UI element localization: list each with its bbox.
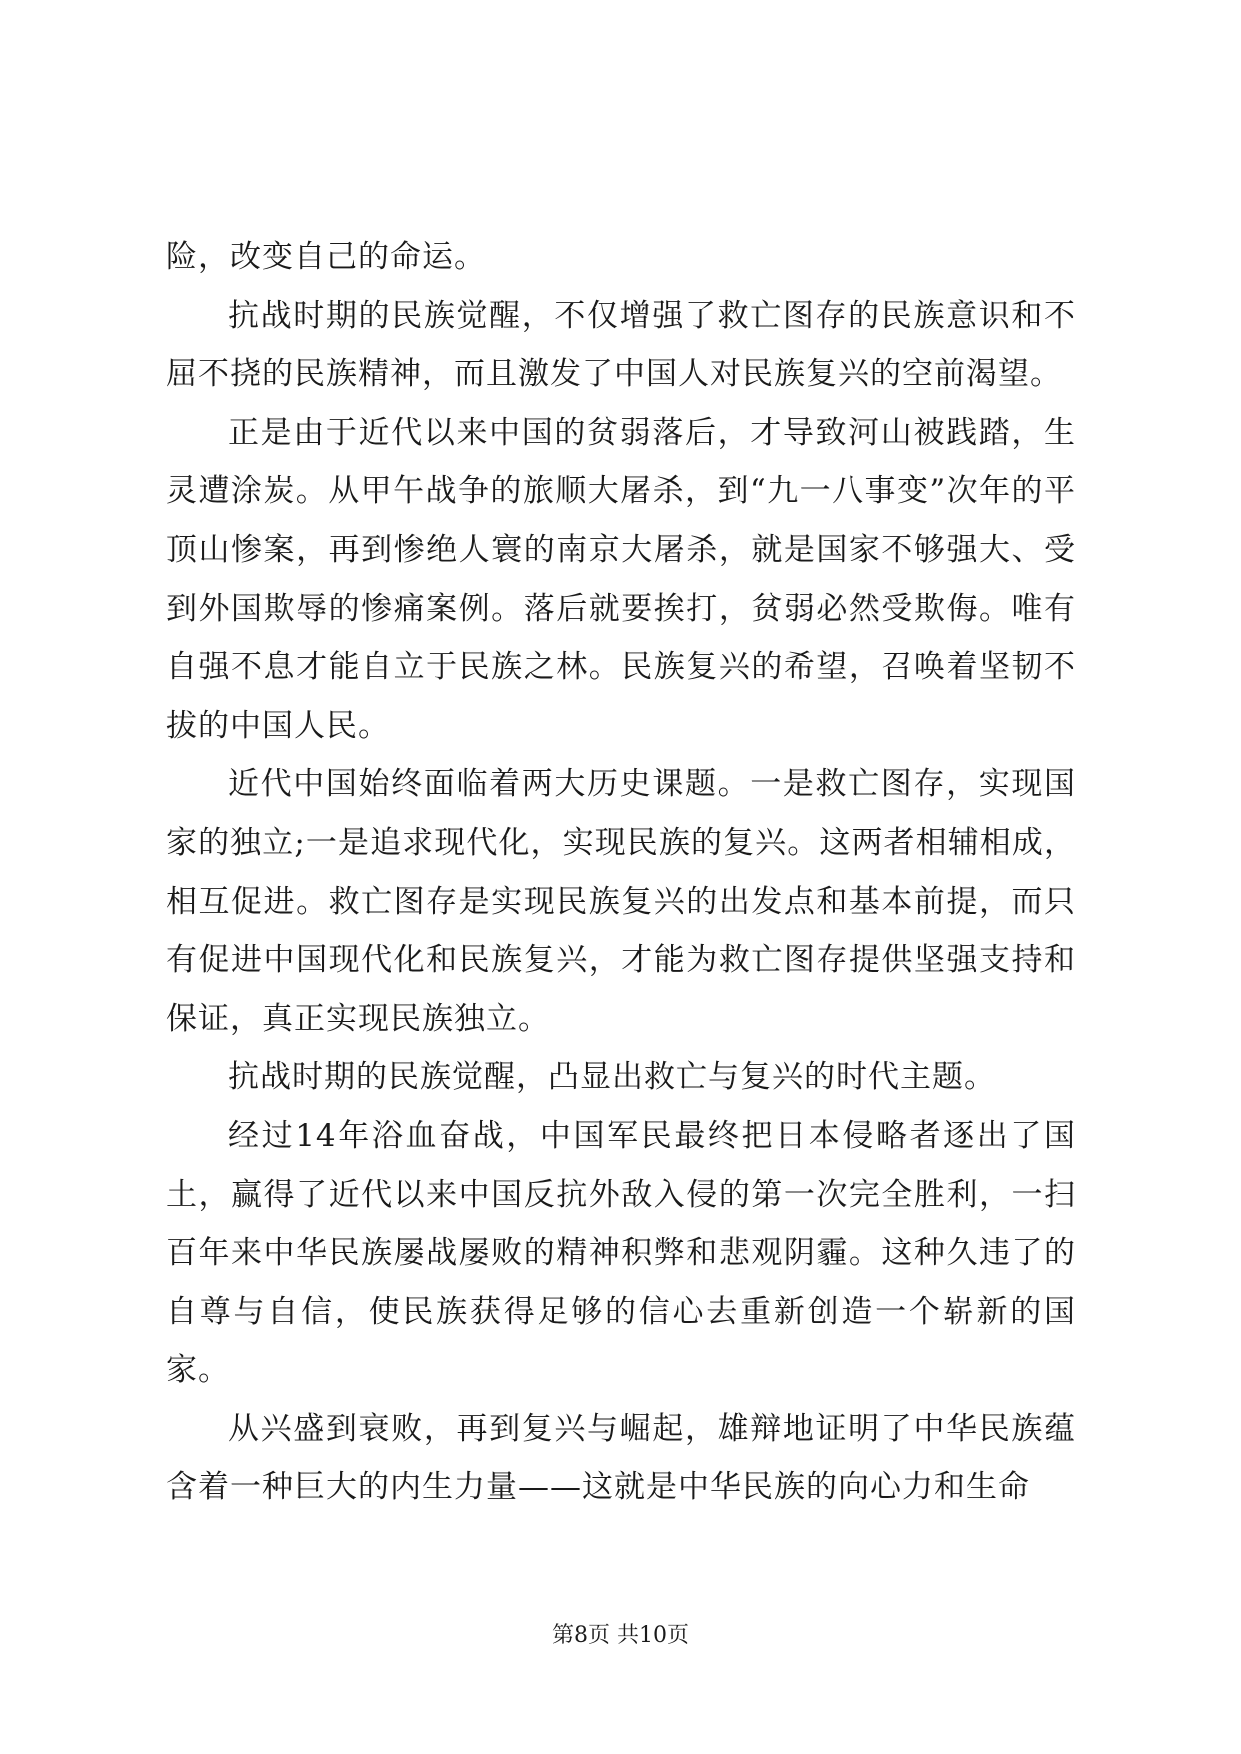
paragraph-6: 经过14年浴血奋战，中国军民最终把日本侵略者逐出了国土，赢得了近代以来中国反抗外敌入侵的第一次完全胜利，一扫百年来中华民族屡战屡败的精神积弊和悲观阴霾。这种久违了的自尊与自信，使民族获得足够的信心去重新创造一个崭新的国家。 bbox=[166, 1117, 1076, 1389]
paragraph-3: 正是由于近代以来中国的贫弱落后，才导致河山被践踏，生灵遭涂炭。从甲午战争的旅顺大屠杀，到“九一八事变”次年的平顶山惨案，再到惨绝人寰的南京大屠杀，就是国家不够强大、受到外国欺辱的惨痛案例。落后就要挨打，贫弱必然受欺侮。唯有自强不息才能自立于民族之林。民族复兴的希望，召唤着坚韧不拔的中国人民。 bbox=[166, 414, 1076, 744]
body-text bbox=[166, 228, 1076, 1517]
paragraph-5: 抗战时期的民族觉醒，凸显出救亡与复兴的时代主题。 bbox=[228, 1059, 996, 1096]
paragraph-2: 抗战时期的民族觉醒，不仅增强了救亡图存的民族意识和不屈不挠的民族精神，而且激发了中国人对民族复兴的空前渴望。 bbox=[166, 297, 1076, 393]
paragraph-4: 近代中国始终面临着两大历史课题。一是救亡图存，实现国家的独立;一是追求现代化，实现民族的复兴。这两者相辅相成，相互促进。救亡图存是实现民族复兴的出发点和基本前提，而只有促进中国现代化和民族复兴，才能为救亡图存提供坚强支持和保证，真正实现民族独立。 bbox=[166, 766, 1076, 1037]
page-number-footer: 第8页 共10页 bbox=[552, 1623, 689, 1648]
paragraph-7: 从兴盛到衰败，再到复兴与崛起，雄辩地证明了中华民族蕴含着一种巨大的内生力量——这就是中华民族的向心力和生命 bbox=[166, 1410, 1076, 1506]
paragraph-1: 险，改变自己的命运。 bbox=[166, 239, 486, 275]
